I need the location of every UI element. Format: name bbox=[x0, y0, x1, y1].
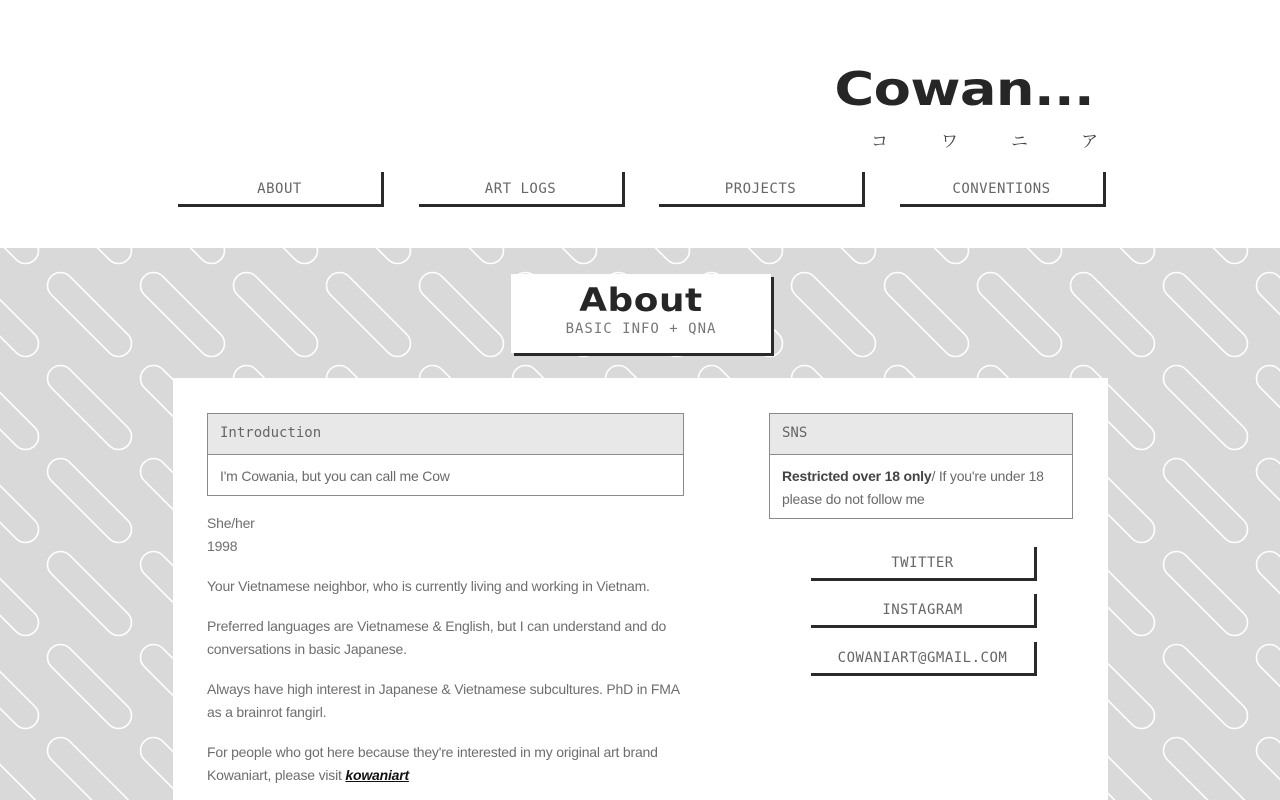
email-button[interactable]: COWANIART@GMAIL.COM bbox=[811, 642, 1037, 676]
nav-about[interactable]: ABOUT bbox=[178, 172, 384, 207]
introduction-body: I'm Cowania, but you can call me Cow bbox=[220, 468, 450, 484]
introduction-header: Introduction bbox=[208, 414, 683, 455]
kowaniart-link[interactable]: kowaniart bbox=[345, 767, 409, 783]
content-card bbox=[173, 378, 1108, 800]
site-title[interactable]: Cowan... bbox=[834, 62, 1094, 116]
nav-projects[interactable]: PROJECTS bbox=[659, 172, 865, 207]
sns-header: SNS bbox=[770, 414, 1072, 455]
sns-panel bbox=[769, 413, 1073, 519]
twitter-button[interactable]: TWITTER bbox=[811, 547, 1037, 581]
site-header bbox=[0, 0, 1280, 248]
bio-paragraph-text: For people who got here because they're interested in my original art brand Kowaniart, please visit bbox=[207, 744, 658, 783]
katakana-char: ワ bbox=[941, 132, 958, 152]
sns-restriction-notice bbox=[770, 455, 1072, 521]
katakana-char: ニ bbox=[1011, 132, 1028, 152]
bio-paragraph: Your Vietnamese neighbor, who is currently living and working in Vietnam. bbox=[207, 578, 650, 594]
restriction-bold: Restricted over 18 only bbox=[782, 468, 932, 484]
katakana-char: コ bbox=[871, 132, 888, 152]
bio-paragraph: Preferred languages are Vietnamese & English, but I can understand and do conversations in basic Japanese. bbox=[207, 618, 667, 657]
nav-conventions[interactable]: CONVENTIONS bbox=[900, 172, 1106, 207]
page-subtitle: BASIC INFO + QNA bbox=[565, 321, 717, 337]
restriction-text: / If you're under 18 please do not follow me bbox=[782, 468, 1044, 507]
page-heading-card bbox=[511, 274, 771, 353]
nav-art-logs[interactable]: ART LOGS bbox=[419, 172, 625, 207]
instagram-button[interactable]: INSTAGRAM bbox=[811, 594, 1037, 628]
page-title: About bbox=[579, 281, 703, 319]
katakana-char: ア bbox=[1081, 132, 1098, 152]
pronouns: She/her bbox=[207, 515, 255, 531]
bio-paragraph: Always have high interest in Japanese & Vietnamese subcultures. PhD in FMA as a brainrot fangirl. bbox=[207, 681, 680, 720]
introduction-panel bbox=[207, 413, 684, 496]
site-subtitle-katakana bbox=[871, 127, 1097, 152]
bio-section bbox=[207, 512, 687, 800]
bio-paragraph bbox=[207, 741, 687, 787]
birth-year: 1998 bbox=[207, 538, 238, 554]
